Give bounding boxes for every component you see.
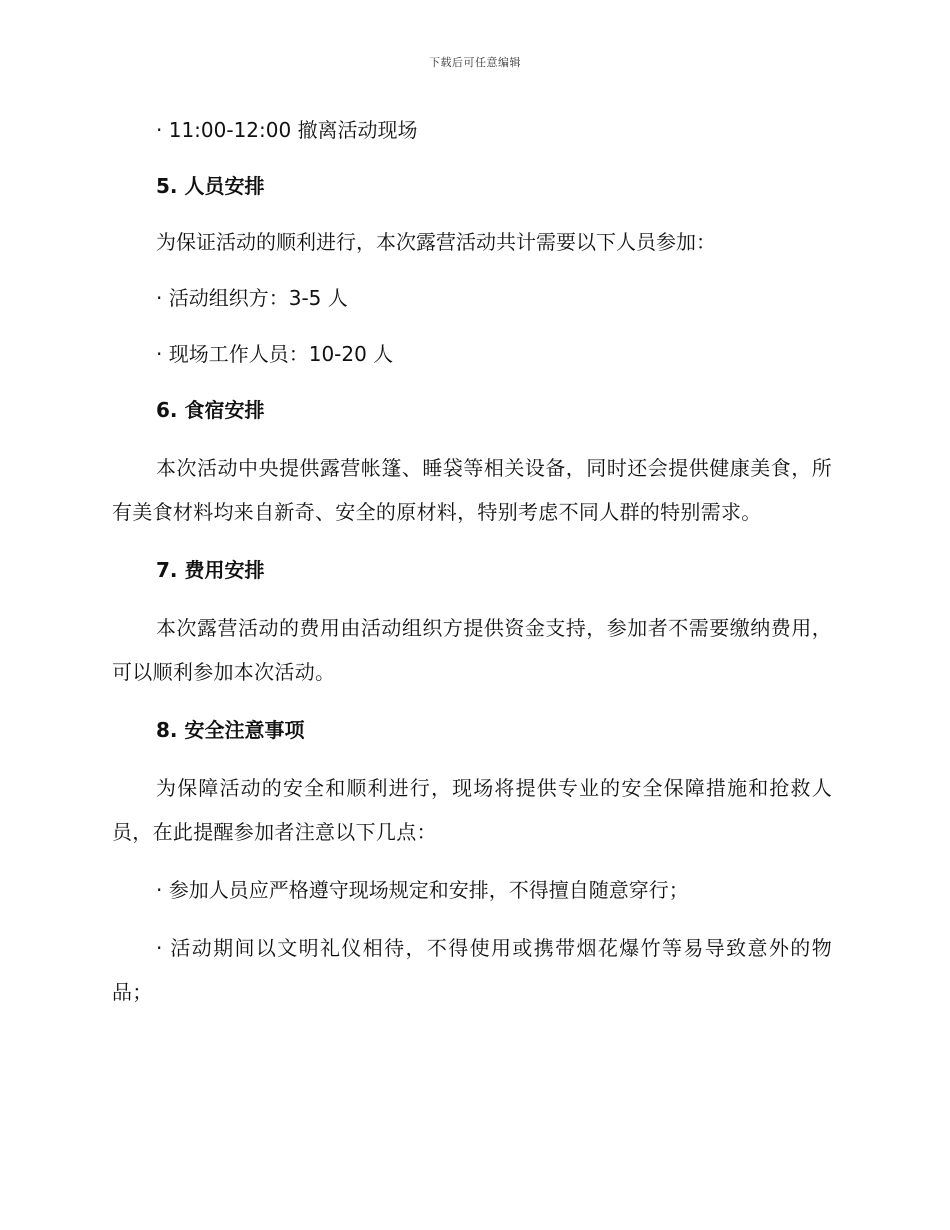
lodging-paragraph: 本次活动中央提供露营帐篷、睡袋等相关设备，同时还会提供健康美食，所有美食材料均来自新奇、安全的原材料，特别考虑不同人群的特别需求。 bbox=[112, 456, 832, 524]
safety-item-1: · 参加人员应严格遵守现场规定和安排，不得擅自随意穿行； bbox=[156, 878, 689, 902]
staff-item-onsite: · 现场工作人员：10-20 人 bbox=[156, 342, 394, 366]
cost-paragraph: 本次露营活动的费用由活动组织方提供资金支持，参加者不需要缴纳费用，可以顺利参加本次活动。 bbox=[112, 616, 832, 684]
page-header: 下载后可任意编辑 bbox=[429, 56, 521, 69]
staff-item-organizer: · 活动组织方：3-5 人 bbox=[156, 286, 348, 310]
safety-intro-paragraph: 为保障活动的安全和顺利进行，现场将提供专业的安全保障措施和抢救人员，在此提醒参加者注意以下几点： bbox=[112, 776, 832, 844]
section-heading-5: 5. 人员安排 bbox=[156, 174, 265, 198]
document-body bbox=[112, 112, 832, 1014]
safety-item-2: · 活动期间以文明礼仪相待，不得使用或携带烟花爆竹等易导致意外的物品； bbox=[112, 936, 832, 1004]
section-heading-7: 7. 费用安排 bbox=[156, 558, 265, 582]
schedule-item-1100: · 11:00-12:00 撤离活动现场 bbox=[156, 118, 418, 142]
section-heading-6: 6. 食宿安排 bbox=[156, 398, 265, 422]
section-heading-8: 8. 安全注意事项 bbox=[156, 718, 305, 742]
staffing-intro: 为保证活动的顺利进行，本次露营活动共计需要以下人员参加： bbox=[156, 230, 716, 254]
